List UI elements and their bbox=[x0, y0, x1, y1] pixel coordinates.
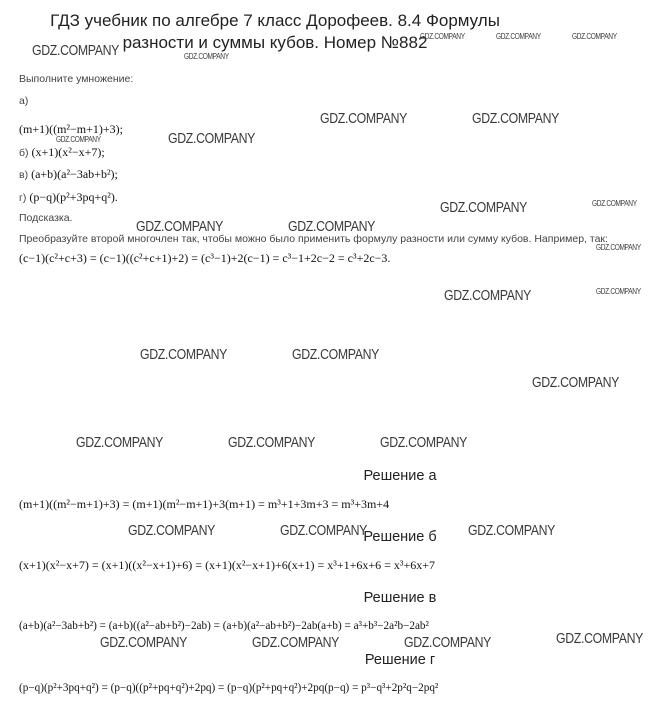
hint-example: (c−1)(c²+c+3) = (c−1)((c²+c+1)+2) = (c³−1)+2(c−1) = c³−1+2c−2 = c³+2c−3. bbox=[19, 251, 391, 265]
solution-b-heading: Решение б bbox=[363, 529, 437, 545]
watermark: GDZ.COMPANY bbox=[320, 110, 408, 127]
task-instruction: Выполните умножение: bbox=[19, 73, 134, 85]
watermark: GDZ.COMPANY bbox=[56, 135, 101, 144]
task-expr-g: (p−q)(p²+3pq+q²). bbox=[29, 190, 118, 204]
task-item-v bbox=[19, 167, 118, 182]
watermark: GDZ.COMPANY bbox=[140, 346, 228, 363]
task-expr-v: (a+b)(a²−3ab+b²); bbox=[31, 167, 118, 181]
page-title: ГДЗ учебник по алгебре 7 класс Дорофеев. 8.4 Формулы разности и суммы кубов. Номер №882 bbox=[50, 11, 500, 52]
solution-g-expr: (p−q)(p²+3pq+q²) = (p−q)((p²+pq+q²)+2pq) = (p−q)(p²+pq+q²)+2pq(p−q) = p³−q³+2p²q−2pq² bbox=[19, 682, 439, 694]
watermark: GDZ.COMPANY bbox=[440, 199, 528, 216]
solution-v-expr: (a+b)(a²−3ab+b²) = (a+b)((a²−ab+b²)−2ab) = (a+b)(a²−ab+b²)−2ab(a+b) = a³+b³−2a²b−2ab² bbox=[19, 620, 429, 632]
watermark: GDZ.COMPANY bbox=[100, 634, 188, 651]
solution-a-expr: (m+1)((m²−m+1)+3) = (m+1)(m²−m+1)+3(m+1) = m³+1+3m+3 = m³+3m+4 bbox=[19, 497, 390, 511]
watermark: GDZ.COMPANY bbox=[572, 32, 617, 41]
task-label-a: а) bbox=[19, 95, 29, 107]
solution-g-heading: Решение г bbox=[364, 652, 436, 668]
watermark: GDZ.COMPANY bbox=[228, 434, 316, 451]
watermark: GDZ.COMPANY bbox=[76, 434, 164, 451]
hint-title: Подсказка. bbox=[19, 212, 73, 224]
watermark: GDZ.COMPANY bbox=[280, 522, 368, 539]
watermark: GDZ.COMPANY bbox=[472, 110, 560, 127]
watermark: GDZ.COMPANY bbox=[404, 634, 492, 651]
watermark: GDZ.COMPANY bbox=[444, 287, 532, 304]
watermark: GDZ.COMPANY bbox=[420, 32, 465, 41]
hint-text: Преобразуйте второй многочлен так, чтобы можно было применить формулу разности или сумму кубов. Например, так: bbox=[19, 233, 608, 245]
solution-b-expr: (x+1)(x²−x+7) = (x+1)((x²−x+1)+6) = (x+1)(x²−x+1)+6(x+1) = x³+1+6x+6 = x³+6x+7 bbox=[19, 558, 436, 572]
watermark: GDZ.COMPANY bbox=[468, 522, 556, 539]
task-item-g bbox=[19, 190, 118, 205]
task-label-b: б) bbox=[19, 147, 29, 159]
task-label-v: в) bbox=[19, 169, 29, 181]
task-expr-a: (m+1)((m²−m+1)+3); bbox=[19, 122, 123, 136]
watermark: GDZ.COMPANY bbox=[596, 243, 641, 252]
watermark: GDZ.COMPANY bbox=[32, 42, 120, 59]
watermark: GDZ.COMPANY bbox=[532, 374, 620, 391]
task-item-b bbox=[19, 145, 105, 160]
solution-a-heading: Решение а bbox=[363, 468, 437, 484]
watermark: GDZ.COMPANY bbox=[184, 52, 229, 61]
watermark: GDZ.COMPANY bbox=[136, 218, 224, 235]
task-label-g: г) bbox=[19, 192, 27, 204]
watermark: GDZ.COMPANY bbox=[252, 634, 340, 651]
watermark: GDZ.COMPANY bbox=[128, 522, 216, 539]
task-expr-b: (x+1)(x²−x+7); bbox=[31, 145, 105, 159]
solution-v-heading: Решение в bbox=[363, 590, 437, 606]
watermark: GDZ.COMPANY bbox=[592, 199, 637, 208]
watermark: GDZ.COMPANY bbox=[168, 130, 256, 147]
watermark: GDZ.COMPANY bbox=[380, 434, 468, 451]
watermark: GDZ.COMPANY bbox=[288, 218, 376, 235]
watermark: GDZ.COMPANY bbox=[496, 32, 541, 41]
watermark: GDZ.COMPANY bbox=[292, 346, 380, 363]
watermark: GDZ.COMPANY bbox=[596, 287, 641, 296]
watermark: GDZ.COMPANY bbox=[556, 630, 644, 647]
